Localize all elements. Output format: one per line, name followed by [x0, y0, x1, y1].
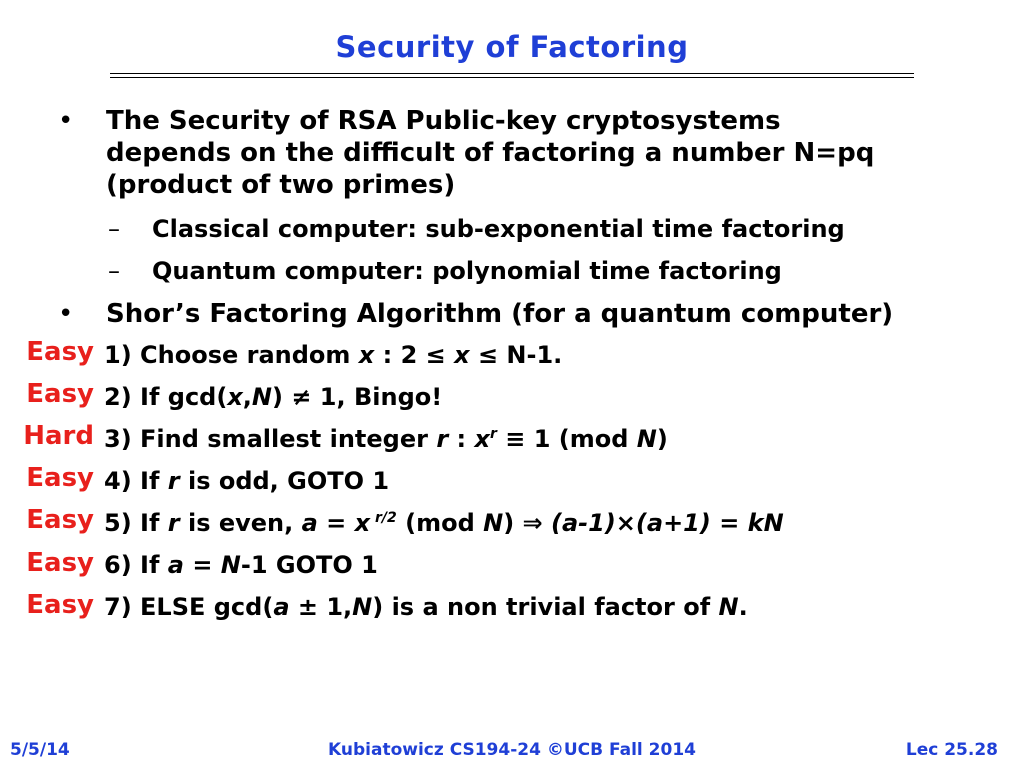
bullet-line: (product of two primes)	[106, 170, 456, 200]
title-divider-top	[110, 73, 914, 74]
bullet-rsa-security	[106, 105, 874, 201]
sub-bullet-dash: –	[108, 257, 120, 285]
algorithm-step-1: 1) Choose random x : 2 ≤ x ≤ N-1.	[104, 341, 563, 369]
bullet-shor: Shor’s Factoring Algorithm (for a quantum computer)	[106, 299, 894, 329]
title-divider-bottom	[110, 77, 914, 78]
algorithm-step-4: 4) If r is odd, GOTO 1	[104, 467, 390, 495]
difficulty-label: Easy	[26, 548, 94, 578]
bullet-marker: •	[58, 299, 74, 329]
sub-item-quantum: Quantum computer: polynomial time factoring	[152, 257, 782, 285]
difficulty-label: Easy	[26, 379, 94, 409]
difficulty-label: Easy	[26, 590, 94, 620]
footer-lecture-number: Lec 25.28	[905, 740, 998, 760]
sub-item-classical: Classical computer: sub-exponential time factoring	[152, 215, 845, 243]
difficulty-label: Easy	[26, 337, 94, 367]
difficulty-label: Easy	[26, 505, 94, 535]
algorithm-step-7: 7) ELSE gcd(a ± 1,N) is a non trivial factor of N.	[104, 593, 748, 621]
difficulty-label: Hard	[23, 421, 94, 451]
bullet-line: depends on the difficult of factoring a number N=pq	[106, 138, 875, 168]
footer-course: Kubiatowicz CS194-24 ©UCB Fall 2014	[328, 740, 696, 760]
bullet-marker: •	[58, 106, 74, 136]
algorithm-step-5: 5) If r is even, a = x $^{r/2}$ (mod N) ⇒ (a-1)×(a+1) = kN	[104, 509, 784, 537]
algorithm-step-3: 3) Find smallest integer r : $x^r \equiv 1$ (mod N)	[104, 425, 668, 453]
slide-title: Security of Factoring	[335, 30, 689, 64]
difficulty-label: Easy	[26, 463, 94, 493]
algorithm-step-2: 2) If gcd(x,N) ≠ 1, Bingo!	[104, 383, 443, 411]
bullet-line: The Security of RSA Public-key cryptosystems	[106, 106, 781, 136]
sub-bullet-dash: –	[108, 215, 120, 243]
footer-date: 5/5/14	[10, 740, 70, 760]
algorithm-step-6: 6) If a = N-1 GOTO 1	[104, 551, 378, 579]
